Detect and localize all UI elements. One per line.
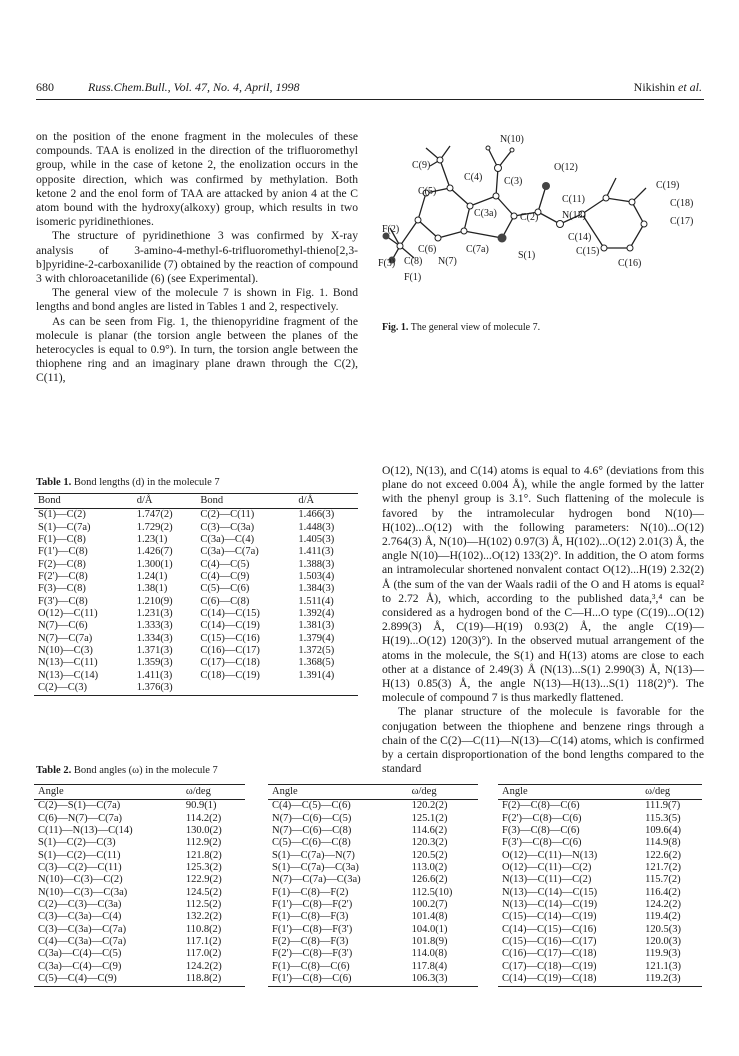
atom-label: C(3a) [474,208,497,219]
length-cell: 1.24(1) [136,571,168,583]
value-cell: 110.8(2) [185,923,222,935]
table-row [268,862,478,874]
table-row [498,874,702,886]
table2-label: Table 2. [36,765,72,776]
et-al: et al. [678,80,702,94]
angle-cell: N(10)—C(3)—C(3a) [38,886,128,898]
value-cell: 121.8(2) [185,849,222,861]
column-header: Bond [196,494,294,509]
table-row [268,887,478,899]
running-header [36,80,702,98]
table-row [268,837,478,849]
length-cell: 1.210(9) [136,595,173,607]
atom-label: C(15) [576,246,600,257]
table1-title: Bond lengths (d) in the molecule 7 [73,477,220,488]
length-cell: 1.300(1) [136,558,173,570]
angle-cell: C(5)—C(6)—C(8) [272,837,351,849]
angle-cell: C(4)—C(3a)—C(7a) [38,936,127,948]
value-cell: 111.9(7) [645,800,681,812]
molecule-figure [378,128,704,313]
atom-label: C(11) [562,194,585,205]
table-row [498,899,702,911]
length-cell: 1.405(3) [298,534,335,546]
paragraph: O(12), N(13), and C(14) atoms is equal to 4.6° (deviations from this plane do not exceed 0.004 Å), while the angle formed by the latter with the phenyl group is 3.1°. Such flattening of the molecule is favored by the intramolecular hydrogen bond N(10)—H(102)...O(12) with the following parameters: N(10)...O(12) 2.764(3) Å, N(10)—H(102) 0.97(3) Å, H(102)...O(12) 2.01(3) Å, the angle N(10)—H(102)...O(12) 133(2)°. In addition, the O atom forms an intramolecular shortened nonvalent contact O(12)...H(19) 2.32(2) Å (the sum of the van der Waals radii of the O and H atoms is equal² to 2.72 Å), which, according to the published data,³,⁴ can be considered as a hydrogen bond of the C—H...O type (C(19)...O(12) 2.899(3) Å, C(19)—H(19) 0.93(2) Å, the angle C(19)—H(19)...O(12) 120(3)°). In the observed mutual arrangement of the atoms in the molecule, the S(1) and H(13) atoms are close to each other at a distance of 2.49(3) Å (N(13)...S(1) 2.990(3) Å, N(13)—H(13) 0.85(3) Å, the angle N(13)—H(13)...S(1) 118(2)°). The molecule of compound 7 is thus markedly flattened. [382,464,704,705]
value-cell: 114.2(2) [185,812,222,824]
angle-cell: F(2)—C(8)—C(6) [502,800,580,812]
bond-cell: C(3)—C(3a) [200,521,255,533]
table-row [34,874,245,886]
table-row [34,522,358,534]
length-cell: 1.372(5) [298,645,335,657]
length-cell: 1.426(7) [136,546,173,558]
angle-cell: C(14)—C(15)—C(16) [502,923,597,935]
length-cell: 1.392(4) [298,608,335,620]
table-row [34,825,245,837]
angle-cell: N(13)—C(11)—C(2) [502,874,592,886]
angle-cell: S(1)—C(2)—C(3) [38,837,116,849]
value-cell: 121.7(2) [645,862,682,874]
angle-cell: C(3)—C(3a)—C(4) [38,911,122,923]
table1-label: Table 1. [36,477,72,488]
table-row [498,936,702,948]
bond-cell: N(10)—C(3) [38,645,93,657]
paragraph: on the position of the enone fragment in the molecules of these compounds. TAA is enolized in the direction of the trifluoromethyl group, while in the case of ketone 2, the enolization occurs in the opposite direction, which was confirmed by methylation. Both ketone 2 and the enol form of TAA are attacked by anion 4 at the C atom bound with the hydroxy(alkoxy) group, which results in two isomeric pyridinethiones. [36,130,358,229]
angle-cell: F(2')—C(8)—C(6) [502,812,582,824]
value-cell: 114.0(8) [411,948,448,960]
bond-cell: C(16)—C(17) [200,645,260,657]
angle-cell: N(13)—C(14)—C(19) [502,899,598,911]
table-row [34,546,358,558]
bond-cell: C(2)—C(11) [200,509,255,521]
table-row [34,657,358,669]
angle-cell: F(1')—C(8)—F(3') [272,923,353,935]
column-header: Angle [268,785,408,800]
column-header: Angle [498,785,641,800]
angle-cell: O(12)—C(11)—N(13) [502,849,598,861]
value-cell: 112.5(10) [411,886,453,898]
table-row [498,850,702,862]
table-row [34,887,245,899]
atom-label: F(3) [378,258,396,269]
bond-cell: N(7)—C(6) [38,620,88,632]
table-row [268,825,478,837]
table-row [34,682,358,695]
table2-part2 [268,784,478,987]
table-row [268,899,478,911]
length-cell: 1.376(3) [133,682,197,695]
value-cell: 124.2(2) [645,899,682,911]
value-cell: 115.3(5) [645,812,681,824]
table-row [498,973,702,986]
bond-cell [196,682,294,695]
angle-cell: S(1)—C(7a)—C(3a) [272,862,359,874]
atom-label: C(18) [670,198,694,209]
atom-label: C(6) [418,244,437,255]
table-row [498,948,702,960]
length-cell: 1.411(3) [298,546,334,558]
table-row [268,961,478,973]
bond-cell: C(3a)—C(7a) [200,546,259,558]
table-row [34,837,245,849]
table-row [268,973,478,986]
table-row [268,800,478,813]
right-text-column [382,464,704,776]
table-row [34,633,358,645]
table-row [268,911,478,923]
value-cell: 130.0(2) [185,825,222,837]
atom-label: F(2) [382,224,400,235]
angle-cell: C(11)—N(13)—C(14) [38,825,133,837]
bond-cell: C(18)—C(19) [200,669,260,681]
bond-cell: C(4)—C(9) [200,571,250,583]
length-cell: 1.511(4) [298,595,334,607]
bond-cell: N(7)—C(7a) [38,632,93,644]
value-cell: 117.1(2) [185,936,222,948]
table-row [34,583,358,595]
table-row [498,924,702,936]
paragraph: The general view of the molecule 7 is shown in Fig. 1. Bond lengths and bond angles are listed in Tables 1 and 2, respectively. [36,286,358,314]
value-cell: 112.9(2) [185,837,222,849]
angle-cell: F(2')—C(8)—F(3') [272,948,353,960]
table-row [34,670,358,682]
angle-cell: N(7)—C(6)—C(5) [272,812,352,824]
length-cell: 1.503(4) [298,571,335,583]
table-row [34,813,245,825]
value-cell: 115.7(2) [645,874,681,886]
bond-cell: C(15)—C(16) [200,632,260,644]
value-cell: 114.9(8) [645,837,681,849]
atom-labels [378,134,693,283]
table-row [498,825,702,837]
table-row [34,850,245,862]
angle-cell: S(1)—C(7a)—N(7) [272,849,355,861]
table-row [34,571,358,583]
length-cell: 1.359(3) [136,657,173,669]
bond-cell: F(1')—C(8) [38,546,88,558]
angle-cell: F(2)—C(8)—F(3) [272,936,349,948]
table-row [268,936,478,948]
value-cell: 132.2(2) [185,911,222,923]
atom-label: F(1) [404,272,422,283]
header-authors [634,80,702,95]
angle-cell: C(2)—C(3)—C(3a) [38,899,122,911]
atom-label: C(7a) [466,244,489,255]
angle-cell: O(12)—C(11)—C(2) [502,862,592,874]
angle-cell: F(1')—C(8)—C(6) [268,973,408,986]
value-cell: 104.0(1) [411,923,448,935]
bond-cell: C(4)—C(5) [200,558,250,570]
length-cell: 1.334(3) [136,632,173,644]
author-name: Nikishin [633,80,675,94]
column-header: ω/deg [182,785,245,800]
angle-cell: N(13)—C(14)—C(15) [502,886,598,898]
atom-label: C(3) [504,176,523,187]
table-row [34,973,245,986]
atom-label: N(7) [438,256,457,267]
table-row [34,924,245,936]
angle-cell: C(14)—C(19)—C(18) [498,973,641,986]
left-text-column [36,130,358,386]
value-cell: 126.6(2) [411,874,448,886]
table2-part1 [34,784,245,987]
table-row [498,961,702,973]
figure-caption-text: The general view of molecule 7. [410,322,541,333]
value-cell: 112.5(2) [185,899,222,911]
table-row [34,645,358,657]
bond-cell: N(13)—C(11) [38,657,98,669]
column-header: Angle [34,785,182,800]
column-header: d/Å [133,494,197,509]
angle-cell: F(1)—C(8)—C(6) [272,960,350,972]
figure-caption [382,322,702,333]
atom-label: C(5) [418,186,437,197]
table-row [498,887,702,899]
length-cell: 1.384(3) [298,583,335,595]
value-cell: 125.3(2) [185,862,222,874]
angle-cell: C(17)—C(18)—C(19) [502,960,597,972]
atom-label: C(19) [656,180,680,191]
value-cell: 125.1(2) [411,812,448,824]
angle-cell: C(4)—C(5)—C(6) [272,800,351,812]
table-row [34,800,245,813]
angle-cell: F(1)—C(8)—F(3) [272,911,349,923]
length-cell: 1.231(3) [136,608,173,620]
value-cell: 101.4(8) [411,911,448,923]
bond-cell: C(14)—C(19) [200,620,260,632]
angle-cell: F(3)—C(8)—C(6) [502,825,580,837]
table1-bond-lengths [34,493,358,696]
length-cell: 1.391(4) [298,669,335,681]
table-row [498,911,702,923]
length-cell: 1.747(2) [136,509,173,521]
atom-label: N(13) [562,210,586,221]
length-cell: 1.381(3) [298,620,335,632]
length-cell: 1.333(3) [136,620,173,632]
bond-cell: S(1)—C(2) [38,509,86,521]
atom-label: C(16) [618,258,642,269]
table-row [268,874,478,886]
atom-label: S(1) [518,250,536,261]
table1-caption [36,477,220,488]
value-cell: 118.8(2) [182,973,245,986]
length-cell: 1.23(1) [136,534,168,546]
length-cell: 1.371(3) [136,645,173,657]
column-header: Bond [34,494,133,509]
value-cell: 120.2(2) [411,800,448,812]
angle-cell: N(10)—C(3)—C(2) [38,874,123,886]
journal-citation: Russ.Chem.Bull., Vol. 47, No. 4, April, 1998 [88,80,300,94]
length-cell: 1.38(1) [136,583,168,595]
value-cell: 124.5(2) [185,886,222,898]
value-cell: 121.1(3) [645,960,682,972]
length-cell: 1.368(5) [298,657,335,669]
bond-cell: F(3)—C(8) [38,583,86,595]
table-row [34,936,245,948]
bond-cell: F(2)—C(8) [38,558,86,570]
angle-cell: F(1')—C(8)—F(2') [272,899,353,911]
length-cell: 1.448(3) [298,521,335,533]
table-row [34,559,358,571]
value-cell: 106.3(3) [408,973,478,986]
atom-label: C(2) [520,212,539,223]
paragraph: As can be seen from Fig. 1, the thienopyridine fragment of the molecule is planar (the torsion angle between the planes of the heterocycles is equal to 0.9°). In turn, the torsion angle between the thiophene ring and an imaginary plane drawn through the C(2), C(11), [36,314,358,385]
angle-cell: C(3a)—C(4)—C(5) [38,948,122,960]
value-cell: 116.4(2) [645,886,681,898]
page-number: 680 [36,80,54,94]
length-cell [294,682,358,695]
table-row [34,620,358,632]
table-row [34,608,358,620]
angle-cell: C(6)—N(7)—C(7a) [38,812,122,824]
bond-cell: C(6)—C(8) [200,595,250,607]
value-cell: 120.5(2) [411,849,448,861]
bond-cell: N(13)—C(14) [38,669,99,681]
value-cell: 120.5(3) [645,923,682,935]
table2-caption [36,765,218,776]
value-cell: 100.2(7) [411,899,448,911]
atom-label: C(8) [404,256,423,267]
figure-caption-label: Fig. 1. [382,322,409,333]
length-cell: 1.466(3) [298,509,335,521]
table-row [268,924,478,936]
table-row [498,862,702,874]
angle-cell: F(1)—C(8)—F(2) [272,886,349,898]
atom-label: O(12) [554,162,578,173]
angle-cell: S(1)—C(2)—C(11) [38,849,121,861]
length-cell: 1.379(4) [298,632,335,644]
value-cell: 122.6(2) [645,849,682,861]
table-row [498,800,702,813]
length-cell: 1.729(2) [136,521,173,533]
header-rule [36,99,704,100]
value-cell: 119.4(2) [645,911,681,923]
angle-cell: C(15)—C(16)—C(17) [502,936,597,948]
table-row [498,837,702,849]
value-cell: 119.2(3) [641,973,702,986]
table-row [498,813,702,825]
bond-cell: C(2)—C(3) [34,682,133,695]
angle-cell: C(3)—C(2)—C(11) [38,862,122,874]
value-cell: 101.8(9) [411,936,448,948]
paragraph: The planar structure of the molecule is favorable for the conjugation between the thiophene and benzene rings through a chain of the C(2)—C(11)—N(13)—C(14) atoms, which is confirmed by a certain disproportionation of the bond lengths compared to the standard [382,705,704,776]
table-row [34,596,358,608]
angle-cell: C(5)—C(4)—C(9) [34,973,182,986]
angle-cell: N(7)—C(7a)—C(3a) [272,874,361,886]
atom-label: C(17) [670,216,694,227]
bond-cell: C(3a)—C(4) [200,534,255,546]
angle-cell: C(3a)—C(4)—C(9) [38,960,122,972]
bond-cell: O(12)—C(11) [38,608,98,620]
angle-cell: N(7)—C(6)—C(8) [272,825,352,837]
value-cell: 117.8(4) [411,960,448,972]
bond-cell: C(14)—C(15) [200,608,260,620]
table-row [268,948,478,960]
bond-cell: F(1)—C(8) [38,534,86,546]
atom-label: C(4) [464,172,483,183]
table-row [34,961,245,973]
column-header: d/Å [294,494,358,509]
bond-cell: F(3')—C(8) [38,595,88,607]
angle-cell: C(3)—C(3a)—C(7a) [38,923,127,935]
value-cell: 109.6(4) [645,825,682,837]
length-cell: 1.411(3) [136,669,173,681]
value-cell: 119.9(3) [645,948,681,960]
value-cell: 120.3(2) [411,837,448,849]
column-header: ω/deg [408,785,478,800]
table-row [34,948,245,960]
angle-cell: C(16)—C(17)—C(18) [502,948,597,960]
bond-cell: C(5)—C(6) [200,583,250,595]
angle-cell: F(3')—C(8)—C(6) [502,837,582,849]
table2-title: Bond angles (ω) in the molecule 7 [73,765,218,776]
value-cell: 122.9(2) [185,874,222,886]
paragraph: The structure of pyridinethione 3 was confirmed by X-ray analysis of 3-amino-4-methyl-6-trifluoromethyl-thieno[2,3-b]pyridine-2-carboxanilide (7) obtained by the reaction of compound 3 with chloroacetanilide (6) (see Experimental). [36,229,358,286]
value-cell: 120.0(3) [645,936,682,948]
bond-cell: F(2')—C(8) [38,571,88,583]
bond-cell: S(1)—C(7a) [38,521,91,533]
atom-label: C(9) [412,160,431,171]
atom-label: N(10) [500,134,524,145]
value-cell: 90.9(1) [185,800,217,812]
angle-cell: C(15)—C(14)—C(19) [502,911,597,923]
table-row [34,862,245,874]
length-cell: 1.388(3) [298,558,335,570]
column-header: ω/deg [641,785,702,800]
bond-cell: C(17)—C(18) [200,657,260,669]
table-row [34,899,245,911]
value-cell: 114.6(2) [411,825,448,837]
table-row [34,911,245,923]
table-row [34,534,358,546]
atom-label: C(14) [568,232,592,243]
table-row [268,850,478,862]
table-row [268,813,478,825]
value-cell: 124.2(2) [185,960,222,972]
value-cell: 117.0(2) [185,948,222,960]
value-cell: 113.0(2) [411,862,448,874]
table-row [34,509,358,522]
angle-cell: C(2)—S(1)—C(7a) [38,800,121,812]
table2-part3 [498,784,702,987]
